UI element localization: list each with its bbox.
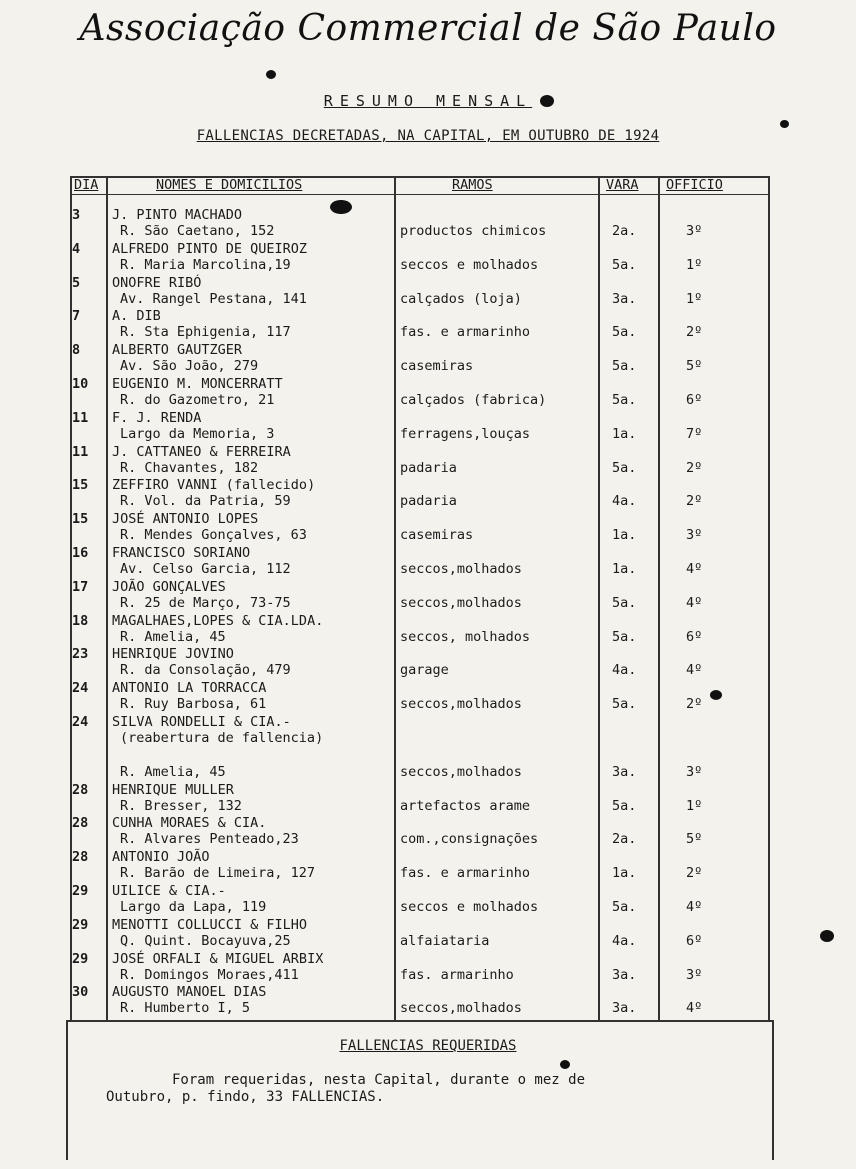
table-row — [0, 984, 856, 1018]
row-officio: 3º — [686, 763, 703, 780]
row-vara: 2a. — [612, 831, 637, 848]
table-row — [0, 241, 856, 275]
table-row — [0, 917, 856, 951]
row-address: Largo da Lapa, 119 — [120, 898, 267, 915]
report-subtitle: RESUMO MENSAL — [323, 92, 533, 110]
row-name: SILVA RONDELLI & CIA.- — [112, 713, 291, 730]
row-name: J. PINTO MACHADO — [112, 207, 243, 223]
ink-blot — [330, 200, 352, 214]
row-ramo: calçados (loja) — [400, 290, 522, 307]
row-address: R. Amelia, 45 — [120, 763, 226, 780]
row-officio: 1º — [686, 256, 703, 273]
ink-blot — [540, 95, 554, 107]
row-officio: 2º — [686, 493, 703, 510]
table-row — [0, 883, 856, 917]
row-day: 28 — [72, 849, 89, 866]
row-officio: 3º — [686, 223, 703, 239]
row-address: R. Barão de Limeira, 127 — [120, 865, 316, 882]
row-name: F. J. RENDA — [112, 409, 202, 426]
row-officio: 6º — [686, 391, 703, 408]
header-vara: VARA — [606, 177, 639, 193]
row-day: 29 — [72, 916, 89, 933]
row-name: J. CATTANEO & FERREIRA — [112, 443, 291, 460]
table-row — [0, 782, 856, 816]
row-vara: 5a. — [612, 256, 637, 273]
row-day: 23 — [72, 646, 89, 663]
table-row — [0, 748, 856, 782]
row-vara: 5a. — [612, 696, 637, 713]
row-day: 8 — [72, 342, 81, 359]
row-officio: 6º — [686, 932, 703, 949]
requeridas-title: FALLENCIAS REQUERIDAS — [339, 1038, 517, 1054]
row-day: 10 — [72, 375, 89, 392]
row-officio: 5º — [686, 358, 703, 375]
row-vara: 4a. — [612, 493, 637, 510]
row-vara: 5a. — [612, 797, 637, 814]
row-name: FRANCISCO SORIANO — [112, 544, 251, 561]
row-ramo: productos chimicos — [400, 223, 547, 239]
requeridas-line-2: Outubro, p. findo, 33 FALLENCIAS. — [106, 1089, 385, 1105]
letterhead-title: Associação Commercial de São Paulo — [79, 8, 777, 49]
row-day: 29 — [72, 882, 89, 899]
table-row — [0, 275, 856, 309]
row-ramo: casemiras — [400, 527, 474, 544]
row-day: 3 — [72, 207, 81, 223]
row-officio: 7º — [686, 425, 703, 442]
row-address: (reabertura de fallencia) — [120, 729, 324, 746]
ink-blot — [560, 1060, 570, 1069]
row-vara: 5a. — [612, 324, 637, 341]
row-ramo: ferragens,louças — [400, 425, 531, 442]
row-day: 11 — [72, 409, 89, 426]
row-address: R. Domingos Moraes,411 — [120, 966, 299, 983]
row-name: ALFREDO PINTO DE QUEIROZ — [112, 240, 308, 257]
row-day: 29 — [72, 950, 89, 967]
row-ramo: seccos e molhados — [400, 898, 539, 915]
table-row — [0, 477, 856, 511]
row-address: R. Mendes Gonçalves, 63 — [120, 527, 307, 544]
row-day: 16 — [72, 544, 89, 561]
row-address: Largo da Memoria, 3 — [120, 425, 275, 442]
table-row — [0, 680, 856, 714]
row-vara: 3a. — [612, 1000, 637, 1017]
requeridas-line-1: Foram requeridas, nesta Capital, durante o mez de — [172, 1072, 586, 1088]
table-row — [0, 444, 856, 478]
row-ramo: seccos e molhados — [400, 256, 539, 273]
row-address: R. Humberto I, 5 — [120, 1000, 251, 1017]
row-name: JOÃO GONÇALVES — [112, 578, 226, 595]
table-row — [0, 951, 856, 985]
row-officio: 5º — [686, 831, 703, 848]
row-ramo: fas. e armarinho — [400, 865, 531, 882]
row-officio: 1º — [686, 290, 703, 307]
row-ramo: seccos,molhados — [400, 696, 522, 713]
report-heading: FALLENCIAS DECRETADAS, NA CAPITAL, EM OUTUBRO DE 1924 — [196, 128, 660, 144]
row-officio: 4º — [686, 898, 703, 915]
row-name: ONOFRE RIBÓ — [112, 274, 202, 291]
row-address: R. Bresser, 132 — [120, 797, 242, 814]
row-vara: 5a. — [612, 459, 637, 476]
row-ramo: padaria — [400, 459, 457, 476]
header-officio: OFFICIO — [666, 177, 723, 193]
row-vara: 3a. — [612, 966, 637, 983]
header-dia: DIA — [74, 177, 99, 193]
row-vara: 1a. — [612, 425, 637, 442]
row-officio: 6º — [686, 628, 703, 645]
row-officio: 4º — [686, 560, 703, 577]
row-day: 4 — [72, 240, 81, 257]
row-vara: 4a. — [612, 932, 637, 949]
row-day: 28 — [72, 781, 89, 798]
row-vara: 5a. — [612, 628, 637, 645]
row-address: R. Ruy Barbosa, 61 — [120, 696, 267, 713]
row-officio: 3º — [686, 527, 703, 544]
row-address: R. Alvares Penteado,23 — [120, 831, 299, 848]
row-address: R. Maria Marcolina,19 — [120, 256, 291, 273]
row-day: 15 — [72, 477, 89, 494]
row-ramo: seccos,molhados — [400, 560, 522, 577]
row-address: Av. São João, 279 — [120, 358, 259, 375]
row-vara: 4a. — [612, 662, 637, 679]
row-officio: 2º — [686, 324, 703, 341]
row-vara: 5a. — [612, 358, 637, 375]
row-ramo: garage — [400, 662, 449, 679]
row-vara: 1a. — [612, 527, 637, 544]
row-vara: 1a. — [612, 865, 637, 882]
row-officio: 4º — [686, 1000, 703, 1017]
row-vara: 5a. — [612, 898, 637, 915]
row-name: A. DIB — [112, 308, 161, 325]
row-ramo: padaria — [400, 493, 457, 510]
row-vara: 5a. — [612, 594, 637, 611]
row-name: MAGALHAES,LOPES & CIA.LDA. — [112, 612, 324, 629]
row-ramo: artefactos arame — [400, 797, 531, 814]
fallencias-table-body — [0, 207, 856, 1018]
row-ramo: fas. armarinho — [400, 966, 514, 983]
table-bottom-rule — [66, 1020, 774, 1022]
row-ramo: com.,consignações — [400, 831, 539, 848]
row-address: Av. Celso Garcia, 112 — [120, 560, 291, 577]
row-officio: 3º — [686, 966, 703, 983]
row-address: Av. Rangel Pestana, 141 — [120, 290, 307, 307]
row-officio: 1º — [686, 797, 703, 814]
row-ramo: seccos, molhados — [400, 628, 531, 645]
row-name: ANTONIO LA TORRACCA — [112, 680, 267, 697]
row-day: 7 — [72, 308, 81, 325]
row-name: AUGUSTO MANOEL DIAS — [112, 984, 267, 1001]
table-row — [0, 613, 856, 647]
row-day: 30 — [72, 984, 89, 1001]
table-row — [0, 646, 856, 680]
row-vara: 5a. — [612, 391, 637, 408]
table-row — [0, 545, 856, 579]
row-address: R. Vol. da Patria, 59 — [120, 493, 291, 510]
header-ramos: RAMOS — [452, 177, 493, 193]
row-address: R. Chavantes, 182 — [120, 459, 259, 476]
table-row — [0, 714, 856, 748]
table-row — [0, 511, 856, 545]
row-ramo: alfaiataria — [400, 932, 490, 949]
row-name: UILICE & CIA.- — [112, 882, 226, 899]
row-day: 5 — [72, 274, 81, 291]
row-address: R. Sta Ephigenia, 117 — [120, 324, 291, 341]
table-header-rule — [70, 194, 770, 195]
table-row — [0, 308, 856, 342]
row-officio: 4º — [686, 662, 703, 679]
row-address: R. São Caetano, 152 — [120, 223, 275, 239]
requeridas-paragraph — [106, 1072, 726, 1106]
ink-blot — [820, 930, 834, 942]
row-ramo: seccos,molhados — [400, 594, 522, 611]
row-name: ANTONIO JOÃO — [112, 849, 210, 866]
row-day: 24 — [72, 680, 89, 697]
ink-blot — [266, 70, 276, 79]
table-row — [0, 342, 856, 376]
row-ramo: fas. e armarinho — [400, 324, 531, 341]
row-vara: 3a. — [612, 290, 637, 307]
row-address: R. do Gazometro, 21 — [120, 391, 275, 408]
row-officio: 2º — [686, 865, 703, 882]
header-nomes: NOMES E DOMICILIOS — [156, 177, 303, 193]
row-day: 17 — [72, 578, 89, 595]
row-day: 24 — [72, 713, 89, 730]
row-vara: 3a. — [612, 763, 637, 780]
ink-blot — [780, 120, 789, 128]
row-ramo: seccos,molhados — [400, 1000, 522, 1017]
row-day: 18 — [72, 612, 89, 629]
table-row — [0, 207, 856, 241]
row-officio: 4º — [686, 594, 703, 611]
row-address: R. Amelia, 45 — [120, 628, 226, 645]
row-name: ALBERTO GAUTZGER — [112, 342, 243, 359]
row-address: Q. Quint. Bocayuva,25 — [120, 932, 291, 949]
row-address: R. 25 de Março, 73-75 — [120, 594, 291, 611]
row-officio: 2º — [686, 459, 703, 476]
row-officio: 2º — [686, 696, 703, 713]
row-name: HENRIQUE JOVINO — [112, 646, 234, 663]
row-ramo: casemiras — [400, 358, 474, 375]
row-name: MENOTTI COLLUCCI & FILHO — [112, 916, 308, 933]
row-ramo: calçados (fabrica) — [400, 391, 547, 408]
table-row — [0, 849, 856, 883]
row-name: CUNHA MORAES & CIA. — [112, 815, 267, 832]
row-day: 11 — [72, 443, 89, 460]
row-day: 28 — [72, 815, 89, 832]
row-vara: 2a. — [612, 223, 637, 239]
row-day: 15 — [72, 511, 89, 528]
table-row — [0, 579, 856, 613]
table-row — [0, 376, 856, 410]
ink-blot — [710, 690, 722, 700]
row-name: ZEFFIRO VANNI (fallecido) — [112, 477, 316, 494]
row-address: R. da Consolação, 479 — [120, 662, 291, 679]
row-name: EUGENIO M. MONCERRATT — [112, 375, 283, 392]
row-name: HENRIQUE MULLER — [112, 781, 234, 798]
row-name: JOSÉ ANTONIO LOPES — [112, 511, 259, 528]
row-vara: 1a. — [612, 560, 637, 577]
row-ramo: seccos,molhados — [400, 763, 522, 780]
table-row — [0, 815, 856, 849]
table-row — [0, 410, 856, 444]
row-name: JOSÉ ORFALI & MIGUEL ARBIX — [112, 950, 324, 967]
